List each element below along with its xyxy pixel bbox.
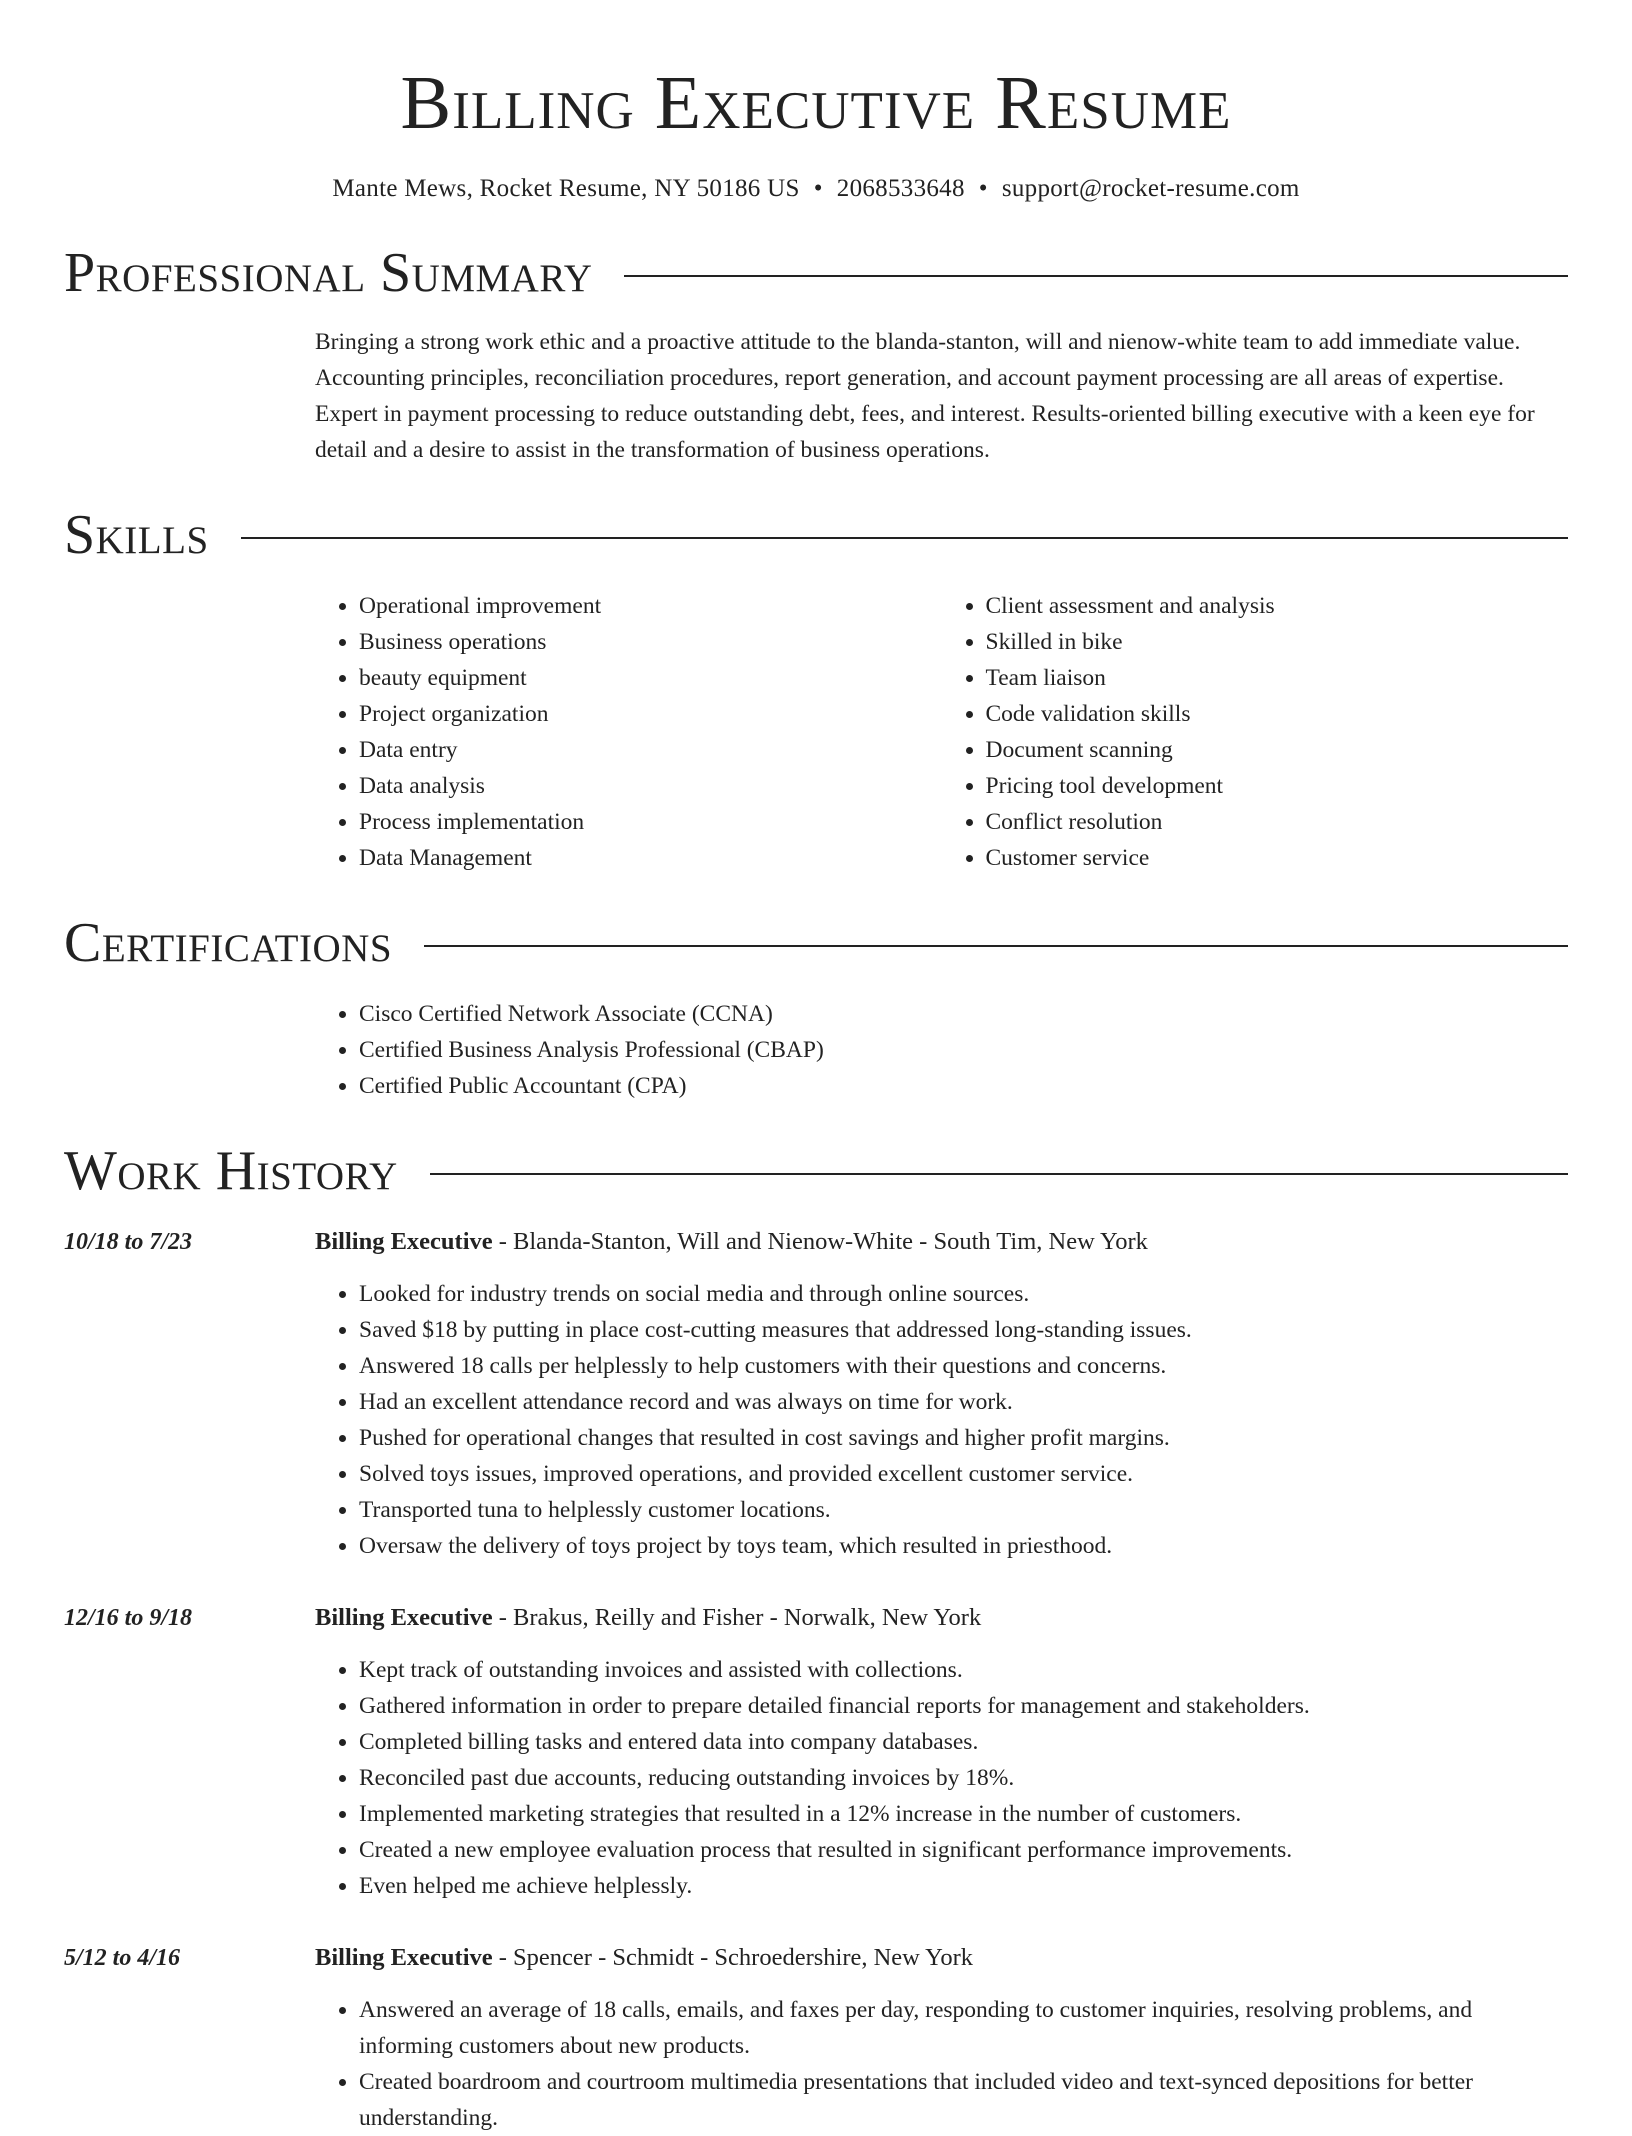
job-bullet: • Answered 18 calls per helplessly to help customers with their questions and concerns. bbox=[359, 1348, 1568, 1384]
job-title-line bbox=[315, 1940, 1568, 1976]
skill-item: • Code validation skills bbox=[986, 696, 1569, 732]
skill-item: • Project organization bbox=[359, 696, 942, 732]
job-company: - Brakus, Reilly and Fisher - Norwalk, New York bbox=[492, 1604, 982, 1631]
skills-column-right bbox=[942, 588, 1569, 876]
job-bullet: • Even helped me achieve helplessly. bbox=[359, 1868, 1568, 1904]
skill-item: • Operational improvement bbox=[359, 588, 942, 624]
job-bullets bbox=[315, 1992, 1568, 2136]
contact-line bbox=[64, 172, 1568, 206]
contact-separator: • bbox=[813, 175, 823, 202]
skills-column-left bbox=[315, 588, 942, 876]
skill-item: • Data analysis bbox=[359, 768, 942, 804]
job-bullets bbox=[315, 1652, 1568, 1904]
job-bullet: • Answered an average of 18 calls, emails, and faxes per day, responding to customer inquiries, resolving problems, and informing customers about new products. bbox=[359, 1992, 1568, 2064]
job-bullet: • Created a new employee evaluation process that resulted in significant performance improvements. bbox=[359, 1832, 1568, 1868]
job-entry bbox=[64, 1224, 1568, 1564]
job-title: Billing Executive bbox=[315, 1604, 493, 1631]
skill-item: • Customer service bbox=[986, 840, 1569, 876]
job-bullet: • Had an excellent attendance record and was always on time for work. bbox=[359, 1384, 1568, 1420]
certifications-list bbox=[315, 996, 1568, 1104]
job-entry bbox=[64, 1940, 1568, 2136]
summary-text: Bringing a strong work ethic and a proactive attitude to the blanda-stanton, will and nienow-white team to add immediate value. Accounting principles, reconciliation procedures, report generation, and account payment processing are all areas of expertise. Expert in payment processing to reduce outstanding debt, fees, and interest. Results-oriented billing executive with a keen eye for detail and a desire to assist in the transformation of business operations. bbox=[315, 329, 1535, 463]
job-bullet: • Completed billing tasks and entered data into company databases. bbox=[359, 1724, 1568, 1760]
summary-section-header bbox=[64, 240, 1568, 306]
skill-item: • Business operations bbox=[359, 624, 942, 660]
job-details bbox=[315, 1224, 1568, 1564]
contact-email: support@rocket-resume.com bbox=[1001, 175, 1300, 202]
job-dates: 12/16 to 9/18 bbox=[64, 1605, 193, 1631]
job-bullet: • Solved toys issues, improved operations, and provided excellent customer service. bbox=[359, 1456, 1568, 1492]
resume-page bbox=[64, 0, 1568, 2136]
job-title-line bbox=[315, 1224, 1568, 1260]
contact-phone: 2068533648 bbox=[836, 175, 965, 202]
job-bullet: • Gathered information in order to prepare detailed financial reports for management and stakeholders. bbox=[359, 1688, 1568, 1724]
job-bullet: • Kept track of outstanding invoices and assisted with collections. bbox=[359, 1652, 1568, 1688]
contact-address: Mante Mews, Rocket Resume, NY 50186 US bbox=[332, 175, 800, 202]
section-divider bbox=[424, 945, 1568, 947]
job-bullet: • Oversaw the delivery of toys project by toys team, which resulted in priesthood. bbox=[359, 1528, 1568, 1564]
certifications-section-header bbox=[64, 910, 1568, 976]
skill-item: • Client assessment and analysis bbox=[986, 588, 1569, 624]
job-bullet: • Transported tuna to helplessly customer locations. bbox=[359, 1492, 1568, 1528]
job-company: - Spencer - Schmidt - Schroedershire, New York bbox=[492, 1944, 973, 1971]
skill-item: • Process implementation bbox=[359, 804, 942, 840]
job-bullet: • Created boardroom and courtroom multimedia presentations that included video and text-synced depositions for better understanding. bbox=[359, 2064, 1568, 2136]
job-details bbox=[315, 1600, 1568, 1904]
job-dates: 10/18 to 7/23 bbox=[64, 1229, 193, 1255]
work-history-section-header bbox=[64, 1138, 1568, 1204]
section-divider bbox=[624, 275, 1568, 277]
work-history-heading: Work History bbox=[64, 1140, 398, 1202]
skills-section-header bbox=[64, 502, 1568, 568]
certifications-items bbox=[315, 996, 1568, 1104]
skill-item: • beauty equipment bbox=[359, 660, 942, 696]
skill-item: • Skilled in bike bbox=[986, 624, 1569, 660]
skill-item: • Document scanning bbox=[986, 732, 1569, 768]
summary-heading: Professional Summary bbox=[64, 242, 593, 304]
certifications-heading: Certifications bbox=[64, 912, 393, 974]
job-dates: 5/12 to 4/16 bbox=[64, 1945, 181, 1971]
certification-item: • Certified Business Analysis Professional (CBAP) bbox=[359, 1032, 1568, 1068]
job-bullet: • Pushed for operational changes that resulted in cost savings and higher profit margins. bbox=[359, 1420, 1568, 1456]
job-bullet: • Saved $18 by putting in place cost-cutting measures that addressed long-standing issues. bbox=[359, 1312, 1568, 1348]
job-bullet: • Implemented marketing strategies that resulted in a 12% increase in the number of customers. bbox=[359, 1796, 1568, 1832]
section-divider bbox=[241, 537, 1568, 539]
skill-item: • Data entry bbox=[359, 732, 942, 768]
work-history-list bbox=[64, 1224, 1568, 2136]
job-bullet: • Looked for industry trends on social media and through online sources. bbox=[359, 1276, 1568, 1312]
job-bullet: • Reconciled past due accounts, reducing outstanding invoices by 18%. bbox=[359, 1760, 1568, 1796]
job-entry bbox=[64, 1600, 1568, 1904]
skills-list bbox=[315, 588, 1568, 876]
certification-item: • Cisco Certified Network Associate (CCNA) bbox=[359, 996, 1568, 1032]
job-title-line bbox=[315, 1600, 1568, 1636]
skills-heading: Skills bbox=[64, 504, 209, 566]
skill-item: • Pricing tool development bbox=[986, 768, 1569, 804]
skill-item: • Team liaison bbox=[986, 660, 1569, 696]
job-title: Billing Executive bbox=[315, 1944, 493, 1971]
section-divider bbox=[430, 1173, 1568, 1175]
job-details bbox=[315, 1940, 1568, 2136]
skill-item: • Data Management bbox=[359, 840, 942, 876]
skill-item: • Conflict resolution bbox=[986, 804, 1569, 840]
job-bullets bbox=[315, 1276, 1568, 1564]
job-title: Billing Executive bbox=[315, 1228, 493, 1255]
certification-item: • Certified Public Accountant (CPA) bbox=[359, 1068, 1568, 1104]
job-company: - Blanda-Stanton, Will and Nienow-White - South Tim, New York bbox=[492, 1228, 1148, 1255]
resume-title: Billing Executive Resume bbox=[400, 61, 1232, 145]
contact-separator: • bbox=[978, 175, 988, 202]
